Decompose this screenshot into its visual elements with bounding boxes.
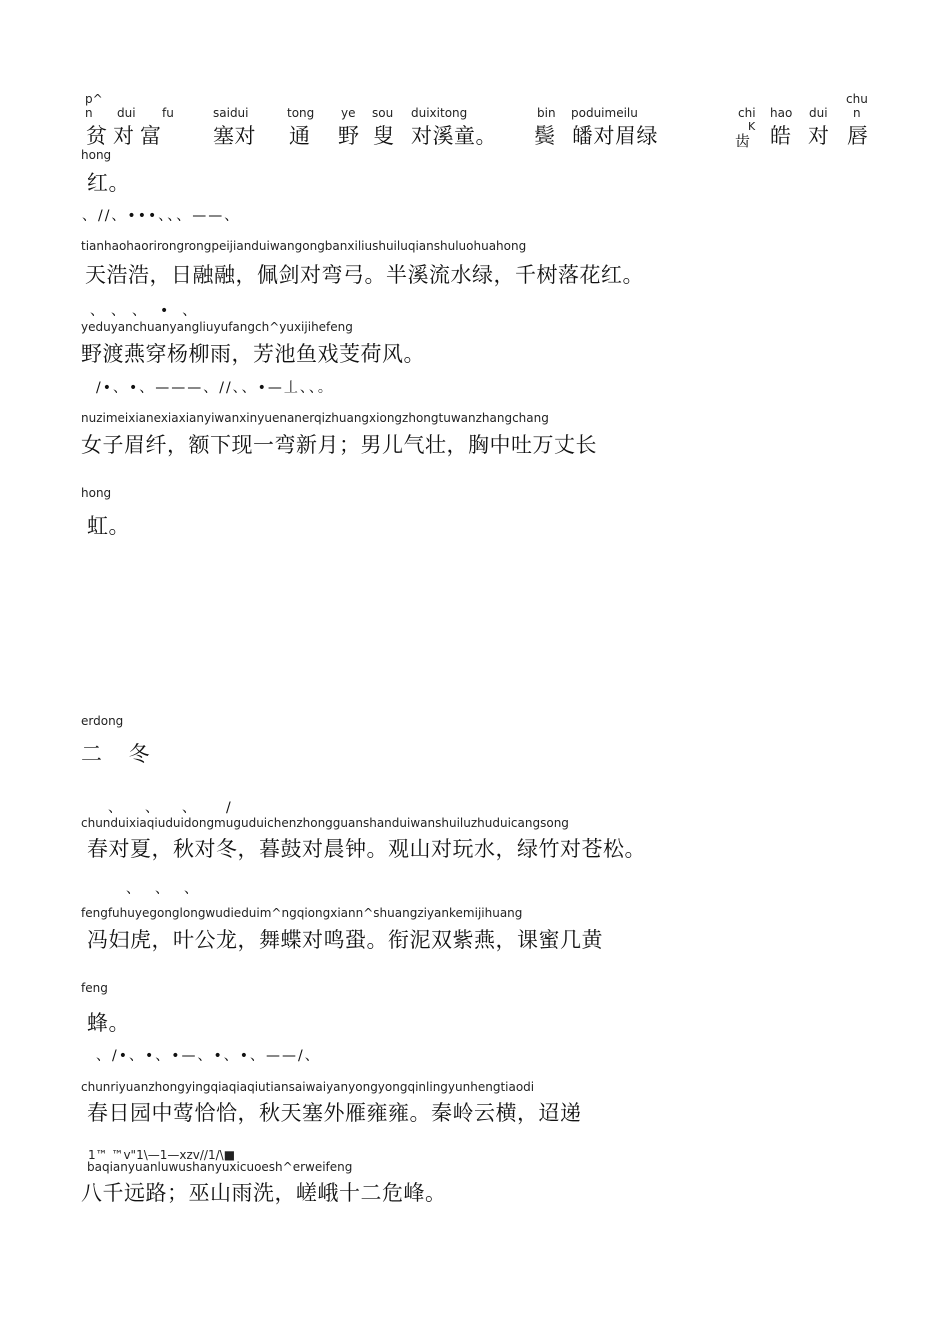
hanzi-po-dui-mei-lu: 皤对眉绿 [572,124,658,148]
hanzi-line-yedu: 野渡燕穿杨柳雨，芳池鱼戏芰荷风。 [81,342,425,366]
hanzi-chi-mark: K [748,120,756,133]
pinyin-line-fengfu: fengfuhuyegonglongwudieduim^ngqiongxiann^shuangziyankemijihuang [81,906,523,920]
hanzi-sou: 叟 [373,124,395,148]
hanzi-pin-dui-fu: 贫对富 [86,124,167,148]
hanzi-line-baqian: 八千远路；巫山雨洗，嵯峨十二危峰。 [81,1181,447,1205]
pinyin-line-chundui: chunduixiaqiuduidongmuguduichenzhongguanshanduiwanshuiluzhuduicangsong [81,816,569,830]
pinyin-hong-2: hong [81,486,112,500]
hanzi-hong-2: 虹。 [87,514,130,538]
hanzi-dui-xi-tong: 对溪童。 [411,124,497,148]
pinyin-tong: tong [287,106,315,120]
tone-marks-row-1: 、//、•••、、、——、 [82,208,241,224]
hanzi-chi: 齿 [735,132,751,150]
hanzi-bin: 鬓 [534,124,556,148]
hanzi-tong: 通 [289,124,311,148]
hanzi-dui: 对 [808,124,830,148]
hanzi-ye: 野 [338,124,360,148]
tone-marks-row-5: 、、、 [126,881,220,897]
hanzi-feng: 蜂。 [87,1011,130,1035]
pinyin-line-yedu: yeduyanchuanyangliuyufangch^yuxijihefeng [81,320,353,334]
pinyin-hong-1: hong [81,148,112,162]
pinyin-line-chunri: chunriyuanzhongyingqiaqiaqiutiansaiwaiyanyongyongqinlingyunhengtiaodi [81,1080,535,1094]
pinyin-chun: n [853,106,861,120]
ocr-noise-line: 1™ ™v"1\—1—xzv//1/\■ [88,1148,236,1162]
pinyin-line-tianhaohao: tianhaohaorirongrongpeijianduiwangongbanxiliushuiluqianshuluohuahong [81,239,527,253]
pinyin-hao: hao [770,106,793,120]
tone-marks-row-2: 、、、•、 [90,303,211,319]
pinyin-sou: sou [372,106,394,120]
tone-marks-row-3: /•、•、———、//、、•—丄、、。 [96,380,334,396]
hanzi-hao: 皓 [770,124,792,148]
hanzi-sai-dui: 塞对 [213,124,256,148]
pinyin-saidui: saidui [213,106,249,120]
pinyin-ye: ye [341,106,356,120]
pinyin-dui-2: dui [809,106,828,120]
pinyin-line-baqian: baqianyuanluwushanyuxicuoesh^erweifeng [87,1160,353,1174]
hanzi-line-tianhaohao: 天浩浩，日融融，佩剑对弯弓。半溪流水绿，千树落花红。 [85,263,644,287]
pinyin-dui-1: dui [117,106,136,120]
hanzi-line-fengfu: 冯妇虎，叶公龙，舞蝶对鸣蛩。衔泥双紫燕，课蜜几黄 [87,928,603,952]
tone-marks-row-4: 、、、/ [108,800,261,816]
section-title-pinyin: erdong [81,714,124,728]
section-title-hanzi: 二 冬 [81,742,160,766]
pinyin-bin: bin [537,106,556,120]
pinyin-poduimeilu: poduimeilu [571,106,638,120]
pinyin-line-nuzi: nuzimeixianexiaxianyiwanxinyuenanerqizhuangxiongzhongtuwanzhangchang [81,411,549,425]
pinyin-duixitong: duixitong [411,106,468,120]
pinyin-chi: chi [738,106,756,120]
hanzi-line-chunri: 春日园中莺恰恰，秋天塞外雁雍雍。秦岭云横，迢递 [87,1101,582,1125]
tone-marks-row-6: 、/•、•、•—、•、•、——/、 [96,1048,321,1064]
hanzi-line-nuzi: 女子眉纤，额下现一弯新月；男儿气壮，胸中吐万丈长 [81,433,597,457]
pinyin-chun-top: chu [846,92,868,106]
pinyin-pin-top: p^ [85,92,103,106]
hanzi-line-chundui: 春对夏，秋对冬，暮鼓对晨钟。观山对玩水，绿竹对苍松。 [87,837,646,861]
hanzi-chun: 唇 [847,124,869,148]
hanzi-hong-1: 红。 [87,171,130,195]
pinyin-feng: feng [81,981,108,995]
pinyin-pin: n [85,106,93,120]
pinyin-fu: fu [162,106,174,120]
